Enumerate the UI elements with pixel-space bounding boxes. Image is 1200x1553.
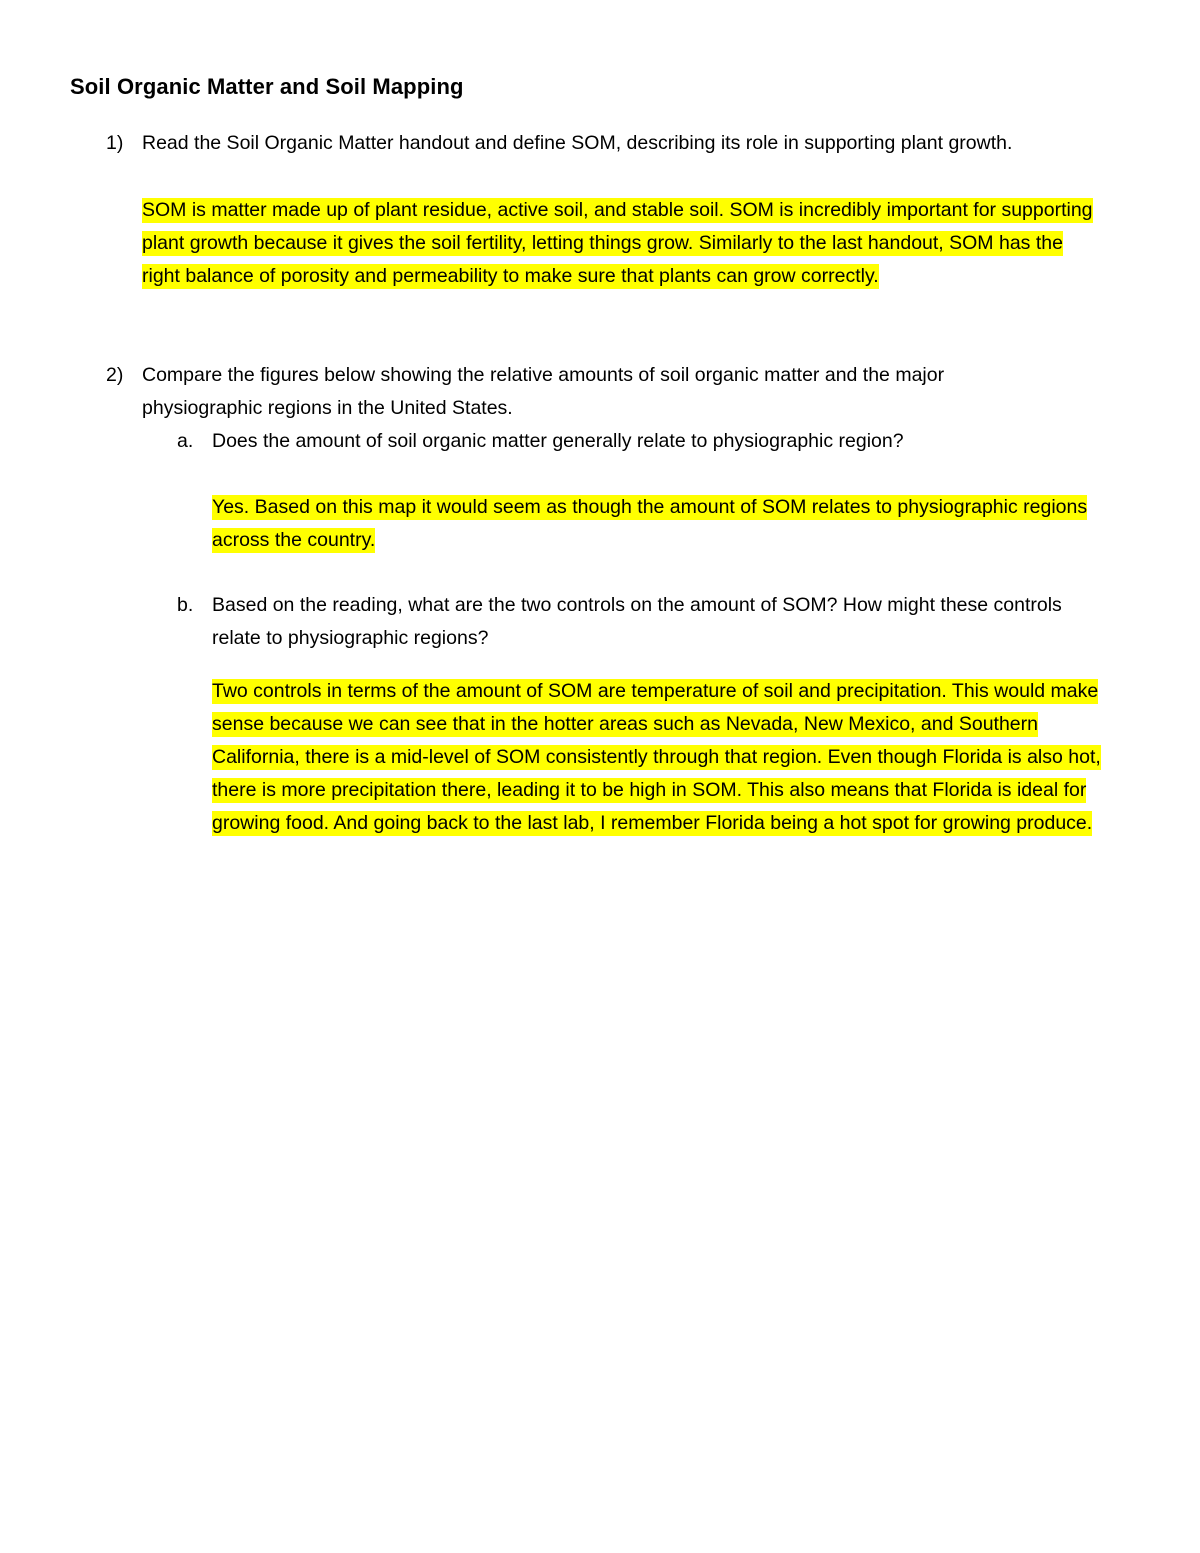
question-2-number: 2) — [106, 364, 124, 386]
subquestion-b-letter: b. — [177, 594, 194, 616]
answer-2b — [212, 675, 1112, 840]
answer-2a-text: Yes. Based on this map it would seem as though the amount of SOM relates to physiographic regions across the country. — [212, 496, 1088, 551]
subquestion-b-text: Based on the reading, what are the two controls on the amount of SOM? How might these controls relate to physiographic regions? — [212, 594, 1062, 649]
question-2-text: Compare the figures below showing the relative amounts of soil organic matter and the major physiographic regions in the United States. — [142, 364, 945, 419]
answer-1-text: SOM is matter made up of plant residue, active soil, and stable soil. SOM is incredibly important for supporting plant growth because it gives the soil fertility, letting things grow. Similarly to the last handout, SOM has the right balance of porosity and permeability to make sure that plants can grow correctly. — [142, 199, 1093, 287]
document-title: Soil Organic Matter and Soil Mapping — [70, 74, 464, 99]
subquestion-a-text: Does the amount of soil organic matter generally relate to physiographic region? — [212, 430, 904, 452]
question-1-text: Read the Soil Organic Matter handout and define SOM, describing its role in supporting plant growth. — [142, 132, 1013, 154]
question-1-number: 1) — [106, 132, 124, 154]
answer-2a — [212, 491, 1112, 557]
subquestion-a-letter: a. — [177, 430, 194, 452]
answer-2b-text: Two controls in terms of the amount of SOM are temperature of soil and precipitation. This would make sense because we can see that in the hotter areas such as Nevada, New Mexico, and Southern California, there is a mid-level of SOM consistently through that region. Even though Florida is also hot, there is more precipitation there, leading it to be high in SOM. This also means that Florida is ideal for growing food. And going back to the last lab, I remember Florida being a hot spot for growing produce. — [212, 680, 1101, 834]
answer-1 — [142, 194, 1102, 293]
